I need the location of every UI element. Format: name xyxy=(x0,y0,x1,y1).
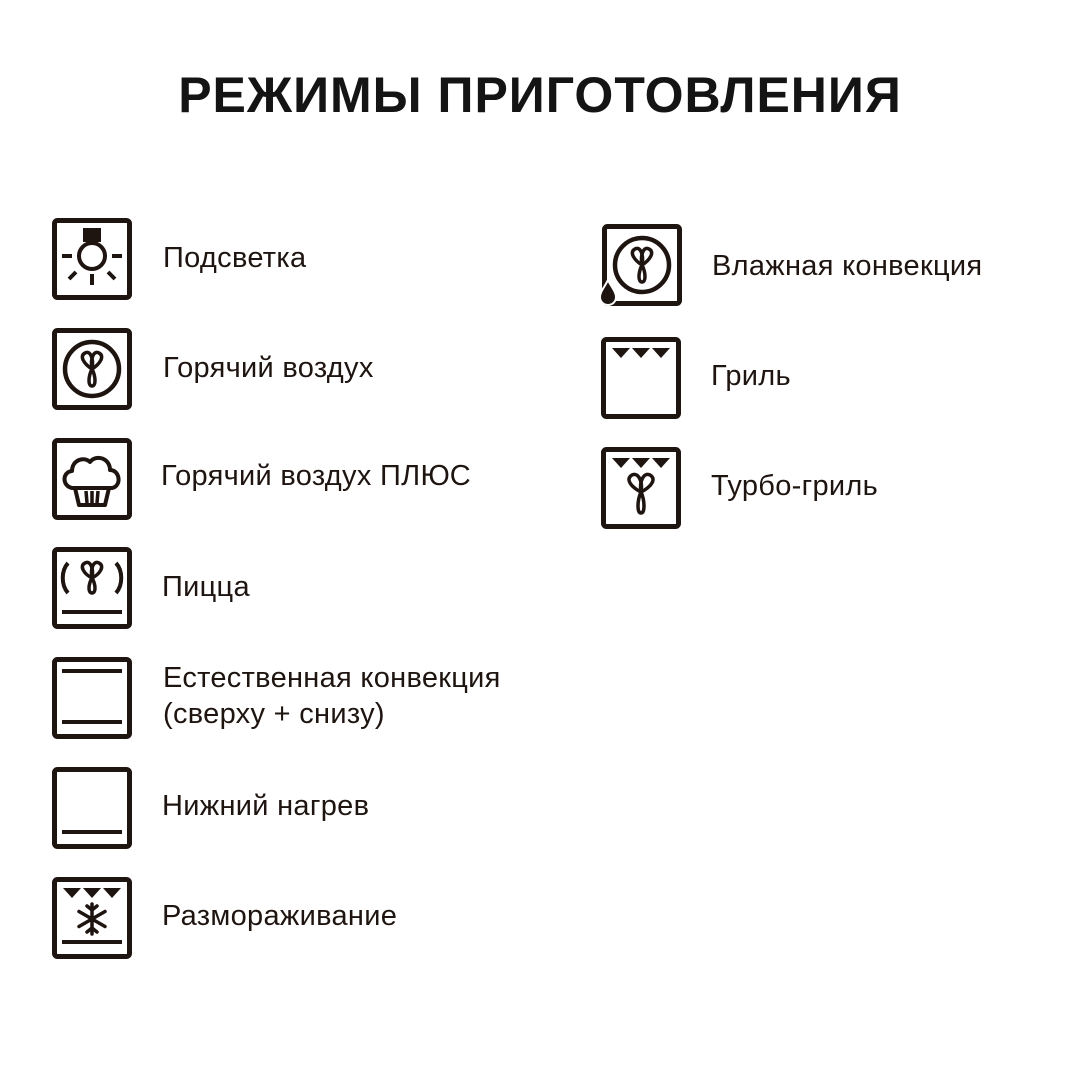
bottom-heat-icon xyxy=(52,767,132,849)
mode-label: Влажная конвекция xyxy=(712,250,983,282)
mode-label: Горячий воздух xyxy=(163,352,374,384)
mode-item-moist-convection xyxy=(599,224,1069,308)
mode-label xyxy=(163,660,501,732)
turbo-grill-icon xyxy=(601,447,681,529)
mode-item-defrost xyxy=(52,877,552,959)
grill-icon xyxy=(601,337,681,419)
mode-item-hot-air xyxy=(52,328,552,410)
mode-label: Турбо-гриль xyxy=(711,470,879,502)
page-title: РЕЖИМЫ ПРИГОТОВЛЕНИЯ xyxy=(178,67,902,123)
mode-item-light xyxy=(52,218,552,300)
mode-label: Размораживание xyxy=(162,900,398,932)
moist-convection-icon xyxy=(599,224,683,308)
mode-label: Пицца xyxy=(162,571,250,603)
hot-air-plus-icon xyxy=(52,438,132,520)
pizza-mode-icon xyxy=(52,547,132,629)
mode-item-turbo-grill xyxy=(601,447,1071,529)
mode-label-line: Естественная конвекция xyxy=(163,662,501,694)
top-bottom-heat-icon xyxy=(52,657,132,739)
mode-item-top-bottom-heat xyxy=(52,657,572,739)
mode-label: Подсветка xyxy=(163,242,307,274)
mode-item-bottom-heat xyxy=(52,767,552,849)
mode-item-pizza xyxy=(52,547,552,629)
mode-item-grill xyxy=(601,337,1071,419)
mode-label: Гриль xyxy=(711,360,791,392)
defrost-icon xyxy=(52,877,132,959)
hot-air-fan-icon xyxy=(52,328,132,410)
mode-item-hot-air-plus xyxy=(52,438,552,520)
mode-label-line: (сверху + снизу) xyxy=(163,698,385,730)
mode-label: Нижний нагрев xyxy=(162,790,370,822)
oven-light-icon xyxy=(52,218,132,300)
mode-label: Горячий воздух ПЛЮС xyxy=(161,460,471,492)
